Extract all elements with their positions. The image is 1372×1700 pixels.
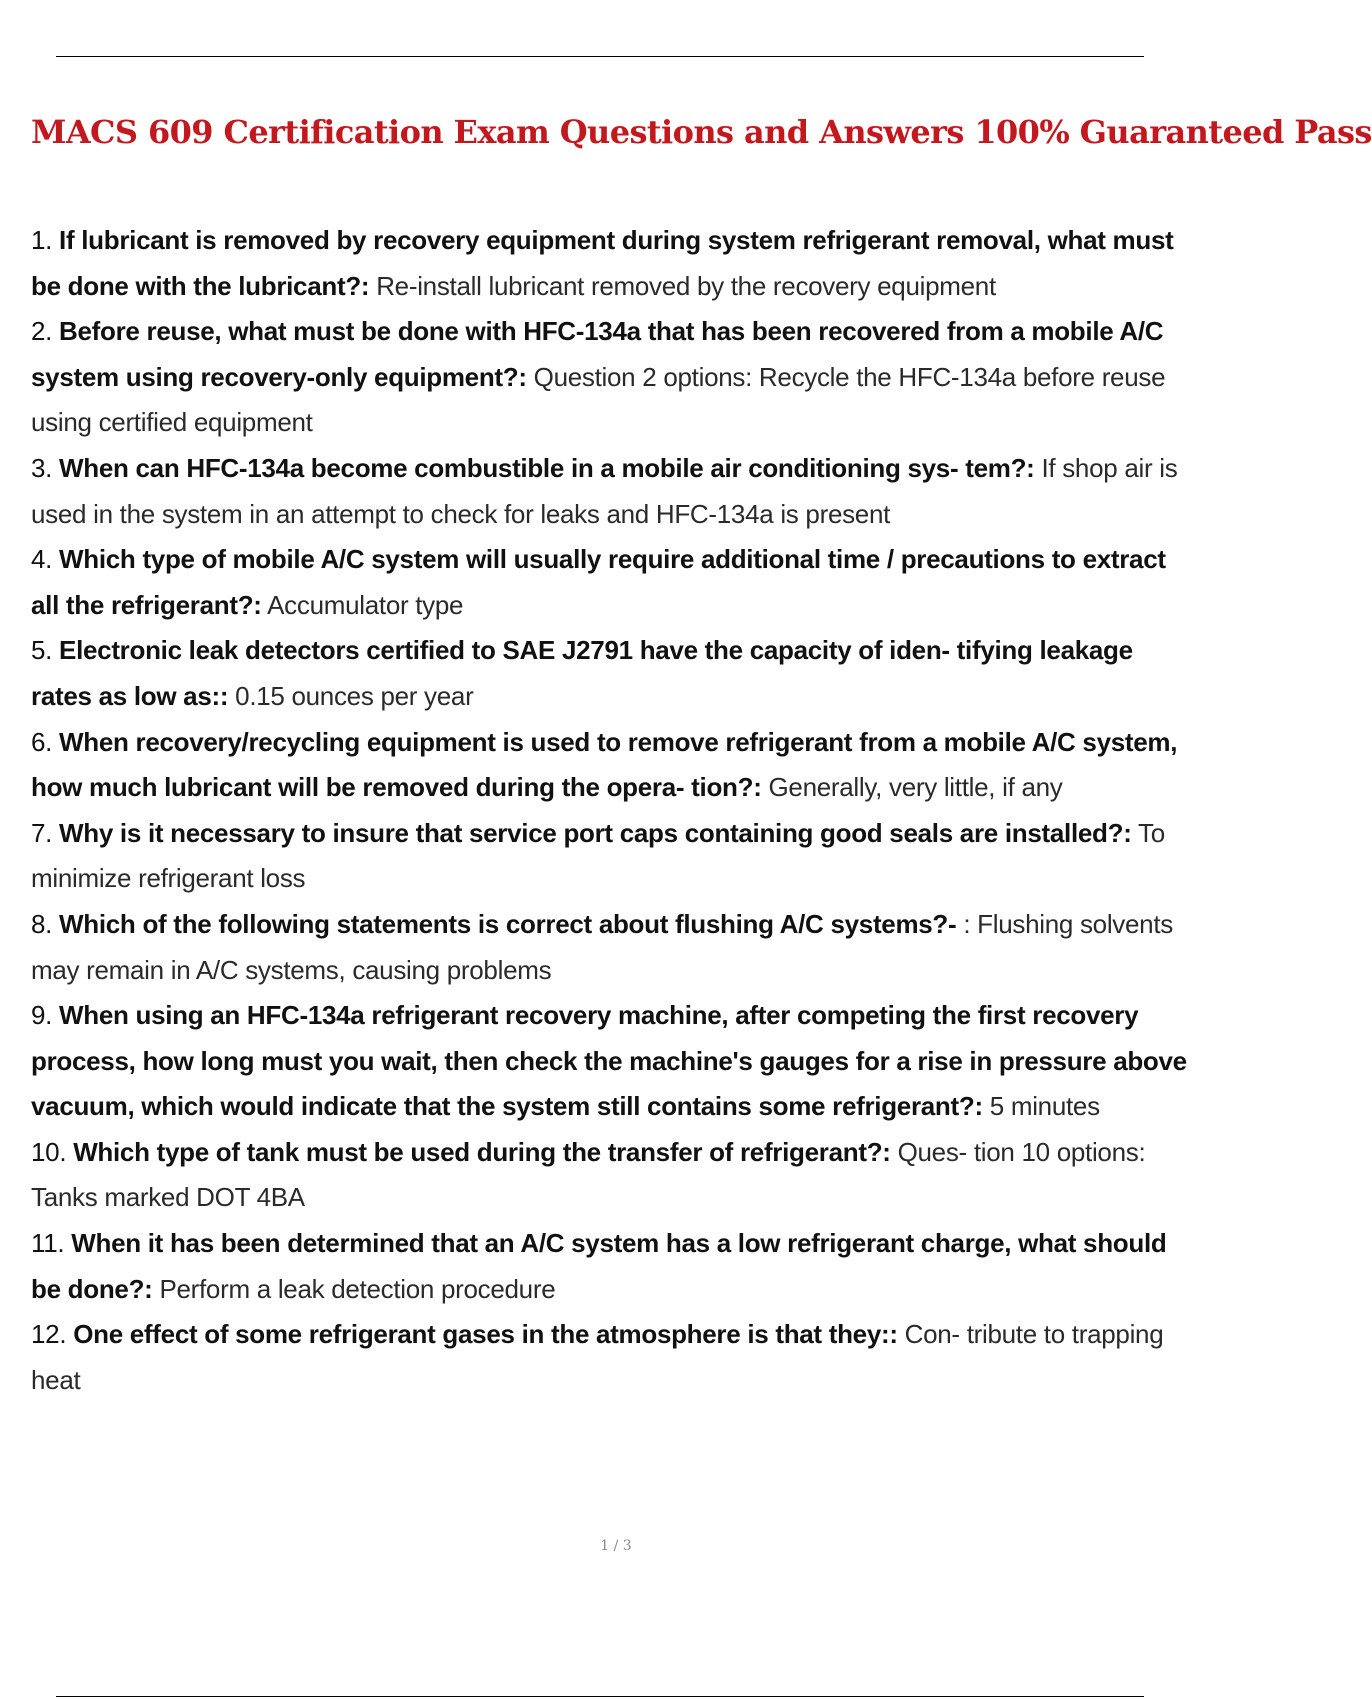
question-text: Before reuse, what must be done with HFC-134a that has been recovered from a mobile A/C system using recovery-only equipment?: bbox=[31, 316, 1164, 392]
question-number: 10. bbox=[31, 1136, 67, 1167]
qa-item bbox=[31, 720, 1211, 811]
question-text: When recovery/recycling equipment is used to remove refrigerant from a mobile A/C system, how much lubricant will be removed during the opera- tion?: bbox=[31, 726, 1178, 803]
answer-text: Ques- tion 10 options: bbox=[897, 1136, 1146, 1167]
question-number: 12. bbox=[31, 1319, 67, 1350]
answer-option: Tanks marked DOT 4BA bbox=[31, 1182, 305, 1213]
qa-item bbox=[31, 902, 1211, 993]
document-title: MACS 609 Certification Exam Questions and Answers 100% Guaranteed Pass bbox=[31, 113, 1372, 151]
question-number: 8. bbox=[31, 908, 53, 939]
answer-text: : Flushing solvents may remain in A/C systems, causing problems bbox=[31, 908, 1173, 985]
question-number: 7. bbox=[31, 817, 53, 848]
qa-item bbox=[31, 1221, 1211, 1312]
answer-text: Perform a leak detection procedure bbox=[159, 1273, 556, 1304]
top-divider bbox=[56, 56, 1144, 57]
qa-item bbox=[31, 1312, 1211, 1403]
question-number: 1. bbox=[31, 225, 53, 255]
bottom-divider bbox=[56, 1696, 1144, 1697]
question-list bbox=[31, 218, 1211, 1403]
answer-text: Question 2 options: Recycle the HFC-134a before reuse using certified equipment bbox=[31, 361, 1166, 438]
question-text: When can HFC-134a become combustible in a mobile air conditioning sys- tem?: bbox=[59, 452, 1035, 483]
question-text: If lubricant is removed by recovery equipment during system refrigerant removal, what must be done with the lubricant?: bbox=[31, 225, 1174, 301]
page-number: 1 / 3 bbox=[600, 1538, 632, 1554]
question-text: Why is it necessary to insure that service port caps containing good seals are installed?: bbox=[59, 817, 1132, 848]
question-number: 5. bbox=[31, 635, 53, 666]
qa-item bbox=[31, 811, 1211, 902]
qa-item bbox=[31, 537, 1211, 628]
answer-text: Re-install lubricant removed by the recovery equipment bbox=[376, 270, 996, 301]
question-text: Which type of mobile A/C system will usually require additional time / precautions to extract all the refrigerant?: bbox=[31, 544, 1166, 620]
qa-item bbox=[31, 218, 1211, 309]
question-number: 4. bbox=[31, 544, 53, 575]
qa-item bbox=[31, 993, 1211, 1130]
answer-text: Accumulator type bbox=[267, 589, 464, 620]
question-text: Electronic leak detectors certified to SAE J2791 have the capacity of iden- tifying leakage rates as low as:: bbox=[31, 635, 1133, 711]
answer-text: To minimize refrigerant loss bbox=[31, 817, 1165, 894]
question-number: 6. bbox=[31, 726, 53, 757]
answer-text: 5 minutes bbox=[989, 1091, 1100, 1122]
question-number: 2. bbox=[31, 316, 53, 347]
question-text: Which type of tank must be used during the transfer of refrigerant?: bbox=[73, 1136, 891, 1167]
question-text: Which of the following statements is correct about flushing A/C systems?- bbox=[59, 908, 957, 939]
answer-text: If shop air is used in the system in an attempt to check for leaks and HFC-134a is present bbox=[31, 452, 1178, 529]
qa-item bbox=[31, 446, 1211, 537]
question-number: 11. bbox=[31, 1228, 65, 1259]
answer-text: 0.15 ounces per year bbox=[235, 680, 474, 711]
answer-text: Con- tribute to trapping heat bbox=[31, 1319, 1164, 1395]
qa-item bbox=[31, 309, 1211, 446]
qa-item bbox=[31, 628, 1211, 719]
question-text: One effect of some refrigerant gases in the atmosphere is that they:: bbox=[73, 1319, 898, 1350]
answer-text: Generally, very little, if any bbox=[768, 772, 1063, 803]
question-number: 9. bbox=[31, 1000, 53, 1031]
qa-item bbox=[31, 1130, 1211, 1221]
question-text: When it has been determined that an A/C system has a low refrigerant charge, what should be done?: bbox=[31, 1228, 1167, 1304]
question-number: 3. bbox=[31, 452, 53, 483]
question-text: When using an HFC-134a refrigerant recovery machine, after competing the first recovery process, how long must you wait, then check the machine's gauges for a rise in pressure above vacuum, which would indicate that the system still contains some refrigerant?: bbox=[31, 1000, 1187, 1122]
